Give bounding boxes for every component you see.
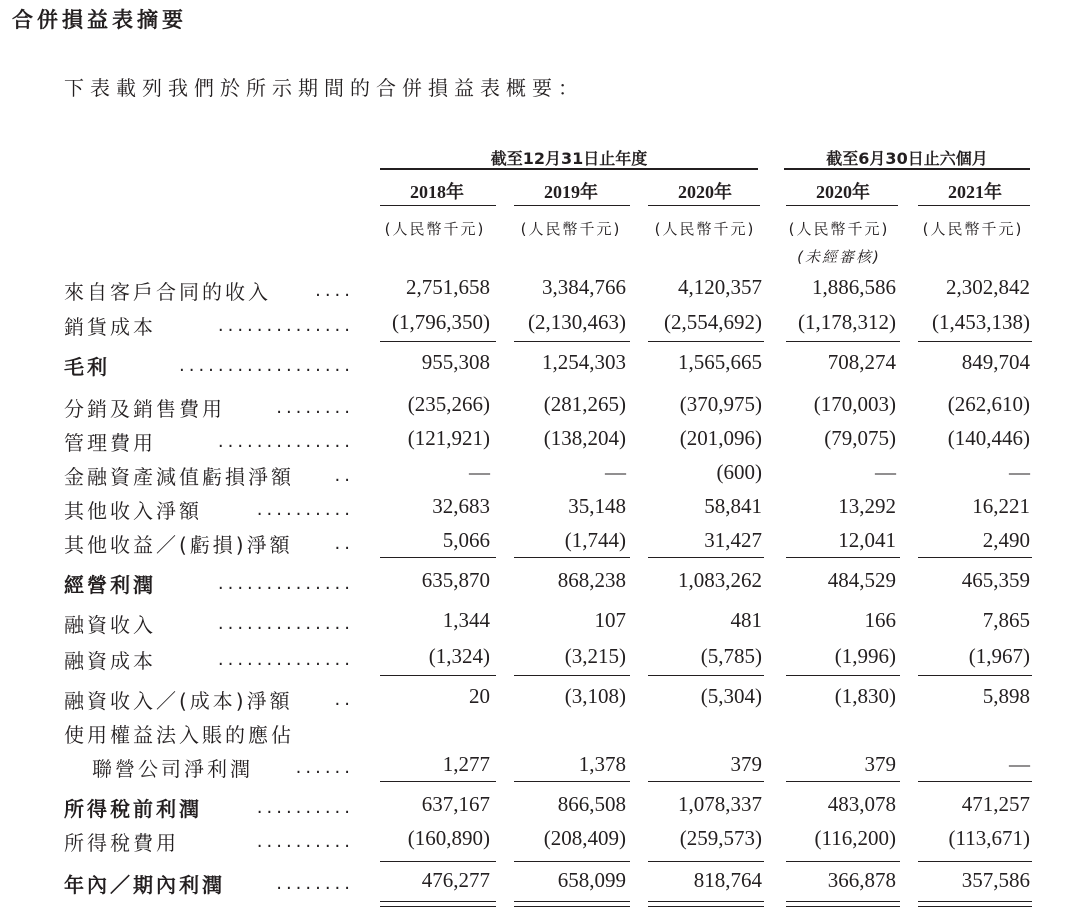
cell-2021-h1: 465,359: [961, 568, 1030, 592]
section-title: 合併損益表摘要: [12, 8, 187, 32]
cell-2020: (370,975): [679, 392, 762, 416]
total-double-rule: [380, 901, 496, 902]
cell-2020-h1: (170,003): [813, 392, 896, 416]
cell-2019: (1,744): [564, 528, 626, 552]
cell-2020: 379: [730, 752, 762, 776]
cell-2021-h1: 471,257: [961, 792, 1030, 816]
year-header-2019: 2019年: [544, 182, 598, 202]
cell-2018: 1,277: [442, 752, 490, 776]
row-label: 融資收入／(成本)淨額: [64, 685, 297, 714]
cell-2020-h1: 484,529: [827, 568, 896, 592]
cell-2019: 1,378: [578, 752, 626, 776]
year-header-2021-h1: 2021年: [948, 182, 1002, 202]
cell-2018: 20: [469, 684, 490, 708]
total-double-rule: [380, 906, 496, 907]
subtotal-rule: [786, 341, 900, 342]
cell-2018: 637,167: [421, 792, 490, 816]
leader-dots: ..............: [217, 573, 354, 594]
cell-2019: —: [605, 460, 626, 484]
cell-2019: 868,238: [557, 568, 626, 592]
cell-2021-h1: 7,865: [982, 608, 1030, 632]
cell-2019: (2,130,463): [528, 310, 626, 334]
subtotal-rule: [918, 781, 1032, 782]
row-label: 金融資產減值虧損淨額: [64, 461, 298, 490]
unit-header: (人民幣千元): [922, 220, 1024, 238]
total-double-rule: [514, 906, 630, 907]
subtotal-rule: [648, 861, 764, 862]
subtotal-rule: [514, 341, 630, 342]
leader-dots: ........: [276, 873, 354, 894]
subtotal-rule: [514, 781, 630, 782]
cell-2018: —: [469, 460, 490, 484]
year-rule: [786, 205, 898, 206]
cell-2018: 2,751,658: [406, 275, 490, 299]
group-header-annual: 截至12月31日止年度: [490, 149, 648, 168]
subtotal-rule: [380, 861, 496, 862]
row-label: 所得稅費用: [64, 827, 183, 856]
cell-2019: 3,384,766: [542, 275, 626, 299]
group-header-halfyear: 截至6月30日止六個月: [826, 149, 988, 168]
unit-header: (人民幣千元): [520, 220, 622, 238]
year-rule: [918, 205, 1030, 206]
row-label: 毛利: [64, 351, 114, 380]
unit-header: (人民幣千元): [654, 220, 756, 238]
cell-2018: (1,324): [428, 644, 490, 668]
total-double-rule: [648, 906, 764, 907]
row-label: 其他收入淨額: [64, 495, 206, 524]
subtotal-rule: [380, 341, 496, 342]
cell-2020-h1: 483,078: [827, 792, 896, 816]
leader-dots: ..........: [256, 797, 354, 818]
subtotal-rule: [380, 781, 496, 782]
row-label: 管理費用: [64, 427, 160, 456]
year-header-2020: 2020年: [678, 182, 732, 202]
leader-dots: ..: [334, 465, 354, 486]
subtotal-rule: [918, 861, 1032, 862]
cell-2020-h1: (1,178,312): [798, 310, 896, 334]
subtotal-rule: [786, 861, 900, 862]
cell-2020: (259,573): [679, 826, 762, 850]
cell-2018: (1,796,350): [392, 310, 490, 334]
subtotal-rule: [380, 557, 496, 558]
cell-2018: (235,266): [407, 392, 490, 416]
cell-2019: (3,108): [564, 684, 626, 708]
cell-2021-h1: 5,898: [982, 684, 1030, 708]
cell-2019: (208,409): [543, 826, 626, 850]
subtotal-rule: [514, 861, 630, 862]
cell-2020: 4,120,357: [678, 275, 762, 299]
subtotal-rule: [648, 781, 764, 782]
year-header-2018: 2018年: [410, 182, 464, 202]
subtotal-rule: [918, 341, 1032, 342]
unit-header: (人民幣千元): [788, 220, 890, 238]
leader-dots: ....: [315, 280, 354, 301]
cell-2020-h1: 1,886,586: [812, 275, 896, 299]
cell-2021-h1: (262,610): [947, 392, 1030, 416]
unaudited-note: (未經審核): [797, 248, 881, 266]
row-label: 融資成本: [64, 645, 160, 674]
leader-dots: ..: [334, 533, 354, 554]
cell-2020: 1,078,337: [678, 792, 762, 816]
cell-2021-h1: (1,967): [968, 644, 1030, 668]
cell-2020: 1,565,665: [678, 350, 762, 374]
subtotal-rule: [786, 557, 900, 558]
subtotal-rule: [918, 557, 1032, 558]
cell-2018: (160,890): [407, 826, 490, 850]
group-rule-annual: [380, 168, 758, 170]
cell-2018: (121,921): [407, 426, 490, 450]
subtotal-rule: [918, 675, 1032, 676]
cell-2020: (5,785): [700, 644, 762, 668]
cell-2021-h1: (113,671): [948, 826, 1030, 850]
row-label: 分銷及銷售費用: [64, 393, 229, 422]
total-double-rule: [786, 901, 900, 902]
subtotal-rule: [648, 557, 764, 558]
cell-2019: 658,099: [557, 868, 626, 892]
cell-2020: 481: [730, 608, 762, 632]
cell-2021-h1: —: [1009, 752, 1030, 776]
cell-2021-h1: 2,490: [982, 528, 1030, 552]
cell-2021-h1: (1,453,138): [932, 310, 1030, 334]
total-double-rule: [514, 901, 630, 902]
cell-2020-h1: 379: [864, 752, 896, 776]
row-label: 經營利潤: [64, 569, 160, 598]
cell-2020-h1: —: [875, 460, 896, 484]
row-label: 使用權益法入賬的應佔: [64, 719, 298, 748]
year-header-2020-h1: 2020年: [816, 182, 870, 202]
cell-2019: (138,204): [543, 426, 626, 450]
cell-2020: (5,304): [700, 684, 762, 708]
cell-2019: 35,148: [568, 494, 626, 518]
cell-2020-h1: (1,830): [834, 684, 896, 708]
subtotal-rule: [514, 675, 630, 676]
cell-2020: (600): [716, 460, 762, 484]
row-label: 來自客戶合同的收入: [64, 276, 275, 305]
leader-dots: ..: [334, 689, 354, 710]
cell-2020-h1: (79,075): [824, 426, 896, 450]
leader-dots: ..........: [256, 831, 354, 852]
row-label: 融資收入: [64, 609, 160, 638]
subtotal-rule: [786, 675, 900, 676]
cell-2021-h1: 2,302,842: [946, 275, 1030, 299]
subtotal-rule: [786, 781, 900, 782]
cell-2020: 1,083,262: [678, 568, 762, 592]
cell-2020-h1: 708,274: [827, 350, 896, 374]
leader-dots: ..............: [217, 649, 354, 670]
cell-2021-h1: —: [1009, 460, 1030, 484]
cell-2020: 58,841: [704, 494, 762, 518]
row-label: 銷貨成本: [64, 311, 160, 340]
unit-header: (人民幣千元): [384, 220, 486, 238]
year-rule: [648, 205, 760, 206]
group-rule-halfyear: [784, 168, 1030, 170]
cell-2020-h1: (116,200): [814, 826, 896, 850]
leader-dots: ..............: [217, 613, 354, 634]
cell-2018: 476,277: [421, 868, 490, 892]
cell-2020-h1: (1,996): [834, 644, 896, 668]
total-double-rule: [918, 906, 1032, 907]
cell-2018: 635,870: [421, 568, 490, 592]
leader-dots: ..................: [179, 355, 354, 376]
cell-2020-h1: 366,878: [827, 868, 896, 892]
row-label: 年內／期內利潤: [64, 869, 229, 898]
row-label: 其他收益／(虧損)淨額: [64, 529, 297, 558]
cell-2020: (2,554,692): [664, 310, 762, 334]
cell-2021-h1: 849,704: [961, 350, 1030, 374]
cell-2018: 5,066: [442, 528, 490, 552]
leader-dots: ..........: [256, 499, 354, 520]
cell-2019: (3,215): [564, 644, 626, 668]
subtotal-rule: [648, 675, 764, 676]
subtotal-rule: [514, 557, 630, 558]
cell-2019: 1,254,303: [542, 350, 626, 374]
total-double-rule: [648, 901, 764, 902]
year-rule: [514, 205, 630, 206]
cell-2020-h1: 166: [864, 608, 896, 632]
cell-2018: 1,344: [442, 608, 490, 632]
leader-dots: ........: [276, 397, 354, 418]
total-double-rule: [918, 901, 1032, 902]
row-label: 聯營公司淨利潤: [92, 753, 257, 782]
cell-2020-h1: 12,041: [838, 528, 896, 552]
year-rule: [380, 205, 496, 206]
cell-2019: 107: [594, 608, 626, 632]
cell-2021-h1: 16,221: [972, 494, 1030, 518]
cell-2021-h1: 357,586: [961, 868, 1030, 892]
leader-dots: ..............: [217, 431, 354, 452]
subtotal-rule: [380, 675, 496, 676]
cell-2018: 32,683: [432, 494, 490, 518]
leader-dots: ..............: [217, 315, 354, 336]
cell-2020: 818,764: [693, 868, 762, 892]
total-double-rule: [786, 906, 900, 907]
row-label: 所得稅前利潤: [64, 793, 206, 822]
cell-2018: 955,308: [421, 350, 490, 374]
cell-2021-h1: (140,446): [947, 426, 1030, 450]
subtotal-rule: [648, 341, 764, 342]
cell-2019: 866,508: [557, 792, 626, 816]
cell-2020: 31,427: [704, 528, 762, 552]
leader-dots: ......: [295, 757, 354, 778]
cell-2020: (201,096): [679, 426, 762, 450]
intro-text: 下表載列我們於所示期間的合併損益表概要：: [64, 76, 584, 100]
cell-2020-h1: 13,292: [838, 494, 896, 518]
cell-2019: (281,265): [543, 392, 626, 416]
